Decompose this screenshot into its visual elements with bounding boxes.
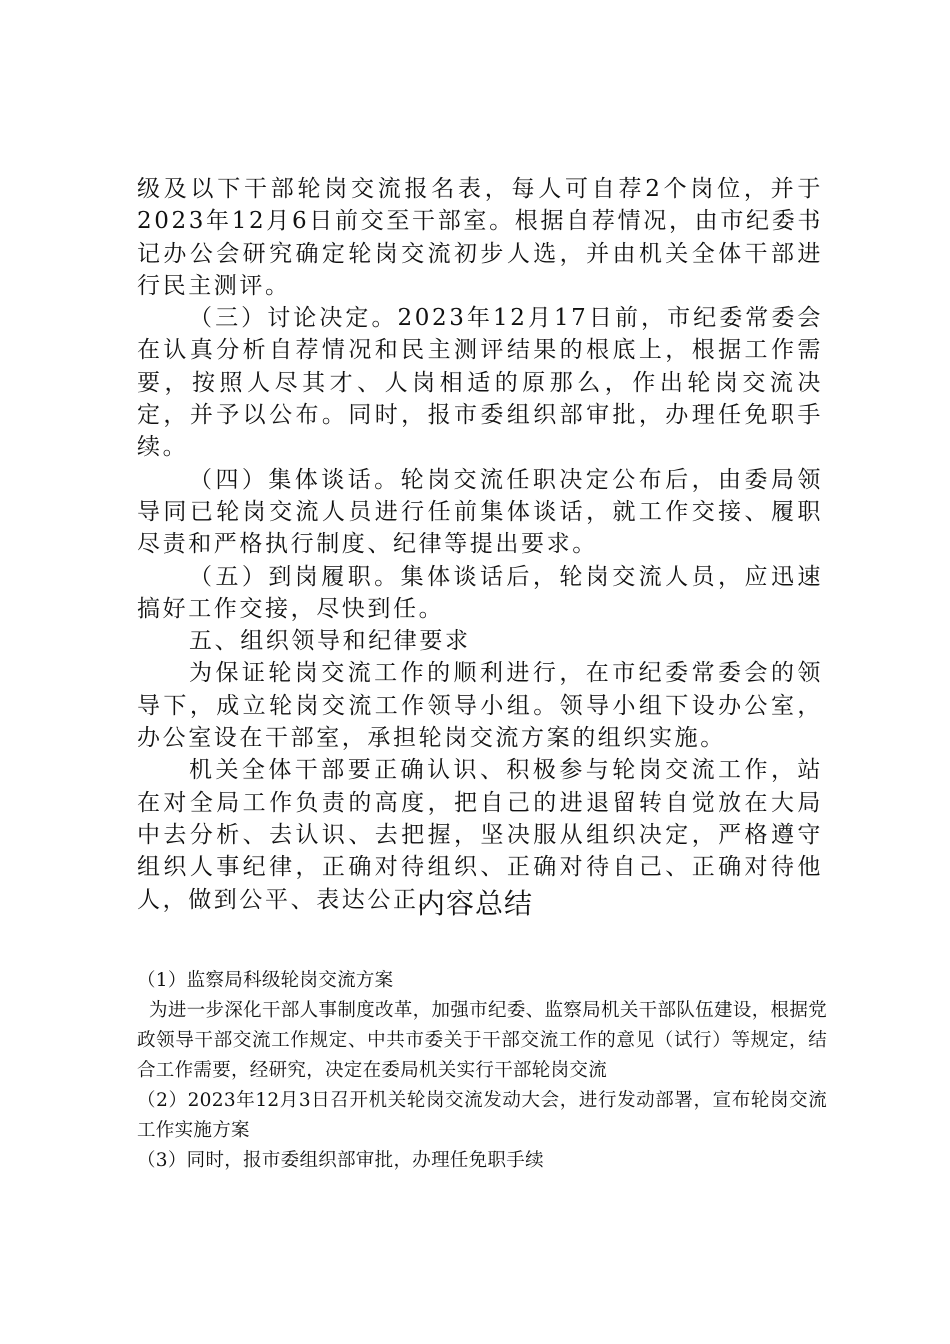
body-text bbox=[137, 173, 823, 916]
paragraph-discussion-decision: （三）讨论决定。2023年12月17日前，市纪委常委会在认真分析自荐情况和民主测评结果的根底上，根据工作需要，按照人尽其才、人岗相适的原那么，作出轮岗交流决定，并予以公布。同时，报市委组织部审批，办理任免职手续。 bbox=[137, 305, 823, 461]
summary-item-1: （1）监察局科级轮岗交流方案 bbox=[137, 970, 394, 991]
paragraph-leading-group: 为保证轮岗交流工作的顺利进行，在市纪委常委会的领导下，成立轮岗交流工作领导小组。领导小组下设办公室，办公室设在干部室，承担轮岗交流方案的组织实施。 bbox=[137, 660, 823, 752]
paragraph-take-office: （五）到岗履职。集体谈话后，轮岗交流人员，应迅速搞好工作交接，尽快到任。 bbox=[137, 563, 823, 622]
paragraph-discipline: 机关全体干部要正确认识、积极参与轮岗交流工作，站在对全局工作负责的高度，把自己的进退留转自觉放在大局中去分析、去认识、去把握，坚决服从组织决定，严格遵守组织人事纪律，正确对待组织、正确对待自己、正确对待他人，做到公平、表达公正。 bbox=[137, 757, 823, 913]
summary-title: 内容总结 bbox=[416, 887, 533, 920]
summary-section bbox=[137, 966, 827, 1176]
summary-item-1-text: 为进一步深化干部人事制度改革，加强市纪委、监察局机关干部队伍建设，根据党政领导干部交流工作规定、中共市委关于干部交流工作的意见（试行）等规定，结合工作需要，经研究，决定在委局机关实行干部轮岗交流 bbox=[137, 1000, 827, 1081]
section-heading-leadership: 五、组织领导和纪律要求 bbox=[189, 628, 471, 655]
paragraph-registration: 级及以下干部轮岗交流报名表，每人可自荐2个岗位，并于2023年12月6日前交至干部室。根据自荐情况，由市纪委书记办公会研究确定轮岗交流初步人选，并由机关全体干部进行民主测评。 bbox=[137, 176, 823, 299]
summary-item-2: （2）2023年12月3日召开机关轮岗交流发动大会，进行发动部署，宣布轮岗交流工作实施方案 bbox=[137, 1090, 827, 1141]
paragraph-group-talk: （四）集体谈话。轮岗交流任职决定公布后，由委局领导同已轮岗交流人员进行任前集体谈话，就工作交接、履职尽责和严格执行制度、纪律等提出要求。 bbox=[137, 466, 823, 558]
summary-item-3: （3）同时，报市委组织部审批，办理任免职手续 bbox=[137, 1150, 544, 1171]
